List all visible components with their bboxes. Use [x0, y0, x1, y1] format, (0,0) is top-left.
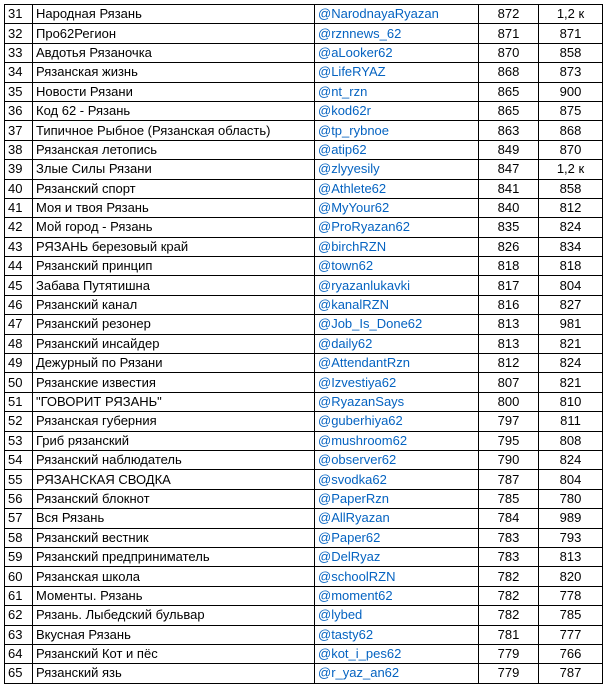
- row-number-cell: 52: [5, 412, 33, 431]
- channel-name-cell: Рязанский спорт: [33, 179, 315, 198]
- channel-handle-link[interactable]: @atip62: [315, 140, 479, 159]
- channel-handle-link[interactable]: @PaperRzn: [315, 489, 479, 508]
- row-number-cell: 54: [5, 450, 33, 469]
- value-2-cell: 871: [539, 24, 603, 43]
- row-number-cell: 53: [5, 431, 33, 450]
- channel-name-cell: Рязанский предприниматель: [33, 547, 315, 566]
- value-2-cell: 1,2 к: [539, 5, 603, 24]
- channel-name-cell: РЯЗАНСКАЯ СВОДКА: [33, 470, 315, 489]
- value-1-cell: 782: [479, 567, 539, 586]
- value-1-cell: 840: [479, 198, 539, 217]
- table-row: [5, 470, 603, 489]
- value-1-cell: 797: [479, 412, 539, 431]
- channel-name-cell: Рязанская школа: [33, 567, 315, 586]
- table-row: [5, 334, 603, 353]
- value-1-cell: 868: [479, 63, 539, 82]
- table-row: [5, 509, 603, 528]
- table-row: [5, 567, 603, 586]
- value-1-cell: 800: [479, 392, 539, 411]
- value-1-cell: 782: [479, 606, 539, 625]
- table-row: [5, 392, 603, 411]
- channel-handle-link[interactable]: @moment62: [315, 586, 479, 605]
- channel-ranking-table: [4, 4, 603, 684]
- row-number-cell: 65: [5, 664, 33, 683]
- value-2-cell: 785: [539, 606, 603, 625]
- table-row: [5, 257, 603, 276]
- channel-name-cell: Моменты. Рязань: [33, 586, 315, 605]
- channel-name-cell: Рязанский язь: [33, 664, 315, 683]
- channel-name-cell: Народная Рязань: [33, 5, 315, 24]
- value-1-cell: 872: [479, 5, 539, 24]
- row-number-cell: 64: [5, 644, 33, 663]
- channel-handle-link[interactable]: @kot_i_pes62: [315, 644, 479, 663]
- value-1-cell: 779: [479, 644, 539, 663]
- table-row: [5, 664, 603, 683]
- channel-name-cell: Вкусная Рязань: [33, 625, 315, 644]
- channel-handle-link[interactable]: @tp_rybnoe: [315, 121, 479, 140]
- table-row: [5, 315, 603, 334]
- channel-name-cell: Рязанские известия: [33, 373, 315, 392]
- row-number-cell: 51: [5, 392, 33, 411]
- channel-name-cell: Рязанский наблюдатель: [33, 450, 315, 469]
- value-1-cell: 783: [479, 528, 539, 547]
- channel-handle-link[interactable]: @aLooker62: [315, 43, 479, 62]
- row-number-cell: 45: [5, 276, 33, 295]
- table-row: [5, 63, 603, 82]
- channel-handle-link[interactable]: @MyYour62: [315, 198, 479, 217]
- table-row: [5, 218, 603, 237]
- value-2-cell: 787: [539, 664, 603, 683]
- table-row: [5, 160, 603, 179]
- table-row: [5, 489, 603, 508]
- channel-name-cell: Рязанский вестник: [33, 528, 315, 547]
- channel-handle-link[interactable]: @RyazanSays: [315, 392, 479, 411]
- channel-handle-link[interactable]: @svodka62: [315, 470, 479, 489]
- channel-handle-link[interactable]: @Athlete62: [315, 179, 479, 198]
- channel-name-cell: Рязанский инсайдер: [33, 334, 315, 353]
- row-number-cell: 39: [5, 160, 33, 179]
- value-2-cell: 808: [539, 431, 603, 450]
- value-2-cell: 900: [539, 82, 603, 101]
- table-row: [5, 625, 603, 644]
- value-2-cell: 981: [539, 315, 603, 334]
- value-2-cell: 824: [539, 450, 603, 469]
- table-row: [5, 528, 603, 547]
- row-number-cell: 57: [5, 509, 33, 528]
- value-2-cell: 810: [539, 392, 603, 411]
- row-number-cell: 49: [5, 354, 33, 373]
- channel-handle-link[interactable]: @mushroom62: [315, 431, 479, 450]
- row-number-cell: 44: [5, 257, 33, 276]
- row-number-cell: 31: [5, 5, 33, 24]
- value-2-cell: 858: [539, 179, 603, 198]
- value-2-cell: 812: [539, 198, 603, 217]
- channel-handle-link[interactable]: @AllRyazan: [315, 509, 479, 528]
- channel-handle-link[interactable]: @schoolRZN: [315, 567, 479, 586]
- channel-name-cell: Вся Рязань: [33, 509, 315, 528]
- channel-handle-link[interactable]: @kod62r: [315, 101, 479, 120]
- value-1-cell: 807: [479, 373, 539, 392]
- table-row: [5, 606, 603, 625]
- table-row: [5, 179, 603, 198]
- table-row: [5, 82, 603, 101]
- table-row: [5, 295, 603, 314]
- value-2-cell: 1,2 к: [539, 160, 603, 179]
- value-2-cell: 793: [539, 528, 603, 547]
- row-number-cell: 36: [5, 101, 33, 120]
- value-1-cell: 779: [479, 664, 539, 683]
- channel-name-cell: Рязанский принцип: [33, 257, 315, 276]
- value-1-cell: 835: [479, 218, 539, 237]
- value-2-cell: 824: [539, 354, 603, 373]
- row-number-cell: 55: [5, 470, 33, 489]
- value-1-cell: 795: [479, 431, 539, 450]
- row-number-cell: 61: [5, 586, 33, 605]
- channel-name-cell: Про62Регион: [33, 24, 315, 43]
- channel-name-cell: Рязанский блокнот: [33, 489, 315, 508]
- channel-name-cell: Рязанская губерния: [33, 412, 315, 431]
- row-number-cell: 40: [5, 179, 33, 198]
- table-row: [5, 354, 603, 373]
- table-row: [5, 586, 603, 605]
- channel-name-cell: Рязанский Кот и пёс: [33, 644, 315, 663]
- value-1-cell: 781: [479, 625, 539, 644]
- value-2-cell: 834: [539, 237, 603, 256]
- channel-handle-link[interactable]: @town62: [315, 257, 479, 276]
- value-1-cell: 812: [479, 354, 539, 373]
- value-1-cell: 816: [479, 295, 539, 314]
- channel-name-cell: Код 62 - Рязань: [33, 101, 315, 120]
- channel-name-cell: Рязань. Лыбедский бульвар: [33, 606, 315, 625]
- channel-handle-link[interactable]: @zlyyesily: [315, 160, 479, 179]
- channel-handle-link[interactable]: @birchRZN: [315, 237, 479, 256]
- table-row: [5, 121, 603, 140]
- channel-name-cell: Рязанская летопись: [33, 140, 315, 159]
- channel-handle-link[interactable]: @ProRyazan62: [315, 218, 479, 237]
- channel-handle-link[interactable]: @Job_Is_Done62: [315, 315, 479, 334]
- row-number-cell: 43: [5, 237, 33, 256]
- value-2-cell: 873: [539, 63, 603, 82]
- channel-handle-link[interactable]: @DelRyaz: [315, 547, 479, 566]
- channel-handle-link[interactable]: @rznnews_62: [315, 24, 479, 43]
- value-2-cell: 821: [539, 373, 603, 392]
- value-2-cell: 870: [539, 140, 603, 159]
- channel-name-cell: Типичное Рыбное (Рязанская область): [33, 121, 315, 140]
- row-number-cell: 46: [5, 295, 33, 314]
- table-row: [5, 644, 603, 663]
- value-1-cell: 871: [479, 24, 539, 43]
- row-number-cell: 32: [5, 24, 33, 43]
- value-2-cell: 875: [539, 101, 603, 120]
- table-body: [5, 5, 603, 684]
- row-number-cell: 60: [5, 567, 33, 586]
- channel-handle-link[interactable]: @lybed: [315, 606, 479, 625]
- table-row: [5, 431, 603, 450]
- row-number-cell: 34: [5, 63, 33, 82]
- channel-handle-link[interactable]: @ryazanlukavki: [315, 276, 479, 295]
- value-1-cell: 813: [479, 315, 539, 334]
- table-row: [5, 198, 603, 217]
- value-1-cell: 813: [479, 334, 539, 353]
- channel-name-cell: Забава Путятишна: [33, 276, 315, 295]
- row-number-cell: 59: [5, 547, 33, 566]
- table-row: [5, 373, 603, 392]
- row-number-cell: 35: [5, 82, 33, 101]
- value-1-cell: 847: [479, 160, 539, 179]
- channel-handle-link[interactable]: @kanalRZN: [315, 295, 479, 314]
- row-number-cell: 38: [5, 140, 33, 159]
- value-1-cell: 790: [479, 450, 539, 469]
- table-row: [5, 24, 603, 43]
- channel-handle-link[interactable]: @NarodnayaRyazan: [315, 5, 479, 24]
- row-number-cell: 58: [5, 528, 33, 547]
- value-1-cell: 784: [479, 509, 539, 528]
- table-row: [5, 101, 603, 120]
- row-number-cell: 33: [5, 43, 33, 62]
- channel-handle-link[interactable]: @AttendantRzn: [315, 354, 479, 373]
- row-number-cell: 47: [5, 315, 33, 334]
- value-2-cell: 989: [539, 509, 603, 528]
- row-number-cell: 41: [5, 198, 33, 217]
- table-row: [5, 547, 603, 566]
- value-1-cell: 826: [479, 237, 539, 256]
- value-2-cell: 813: [539, 547, 603, 566]
- table-row: [5, 43, 603, 62]
- value-2-cell: 780: [539, 489, 603, 508]
- row-number-cell: 63: [5, 625, 33, 644]
- value-1-cell: 870: [479, 43, 539, 62]
- value-1-cell: 865: [479, 101, 539, 120]
- channel-handle-link[interactable]: @r_yaz_an62: [315, 664, 479, 683]
- table-row: [5, 5, 603, 24]
- channel-name-cell: Авдотья Рязаночка: [33, 43, 315, 62]
- value-1-cell: 863: [479, 121, 539, 140]
- channel-name-cell: Рязанский резонер: [33, 315, 315, 334]
- channel-name-cell: Гриб рязанский: [33, 431, 315, 450]
- value-1-cell: 785: [479, 489, 539, 508]
- channel-name-cell: Мой город - Рязань: [33, 218, 315, 237]
- channel-name-cell: РЯЗАНЬ березовый край: [33, 237, 315, 256]
- value-1-cell: 782: [479, 586, 539, 605]
- row-number-cell: 42: [5, 218, 33, 237]
- row-number-cell: 48: [5, 334, 33, 353]
- channel-name-cell: Моя и твоя Рязань: [33, 198, 315, 217]
- row-number-cell: 62: [5, 606, 33, 625]
- value-2-cell: 820: [539, 567, 603, 586]
- value-2-cell: 804: [539, 276, 603, 295]
- value-1-cell: 817: [479, 276, 539, 295]
- channel-handle-link[interactable]: @guberhiya62: [315, 412, 479, 431]
- value-2-cell: 778: [539, 586, 603, 605]
- value-2-cell: 804: [539, 470, 603, 489]
- value-2-cell: 777: [539, 625, 603, 644]
- value-1-cell: 841: [479, 179, 539, 198]
- value-1-cell: 783: [479, 547, 539, 566]
- channel-name-cell: Рязанская жизнь: [33, 63, 315, 82]
- value-2-cell: 827: [539, 295, 603, 314]
- table-row: [5, 237, 603, 256]
- value-2-cell: 811: [539, 412, 603, 431]
- channel-handle-link[interactable]: @Paper62: [315, 528, 479, 547]
- channel-name-cell: Злые Силы Рязани: [33, 160, 315, 179]
- channel-handle-link[interactable]: @tasty62: [315, 625, 479, 644]
- table-row: [5, 140, 603, 159]
- value-2-cell: 858: [539, 43, 603, 62]
- value-2-cell: 824: [539, 218, 603, 237]
- channel-name-cell: Дежурный по Рязани: [33, 354, 315, 373]
- row-number-cell: 50: [5, 373, 33, 392]
- row-number-cell: 56: [5, 489, 33, 508]
- table-row: [5, 412, 603, 431]
- value-1-cell: 849: [479, 140, 539, 159]
- channel-handle-link[interactable]: @Izvestiya62: [315, 373, 479, 392]
- channel-handle-link[interactable]: @observer62: [315, 450, 479, 469]
- value-2-cell: 868: [539, 121, 603, 140]
- value-1-cell: 865: [479, 82, 539, 101]
- channel-name-cell: Рязанский канал: [33, 295, 315, 314]
- channel-handle-link[interactable]: @LifeRYAZ: [315, 63, 479, 82]
- channel-name-cell: "ГОВОРИТ РЯЗАНЬ": [33, 392, 315, 411]
- channel-handle-link[interactable]: @daily62: [315, 334, 479, 353]
- channel-name-cell: Новости Рязани: [33, 82, 315, 101]
- value-1-cell: 818: [479, 257, 539, 276]
- channel-handle-link[interactable]: @nt_rzn: [315, 82, 479, 101]
- value-2-cell: 821: [539, 334, 603, 353]
- value-2-cell: 766: [539, 644, 603, 663]
- value-1-cell: 787: [479, 470, 539, 489]
- row-number-cell: 37: [5, 121, 33, 140]
- table-row: [5, 450, 603, 469]
- table-row: [5, 276, 603, 295]
- value-2-cell: 818: [539, 257, 603, 276]
